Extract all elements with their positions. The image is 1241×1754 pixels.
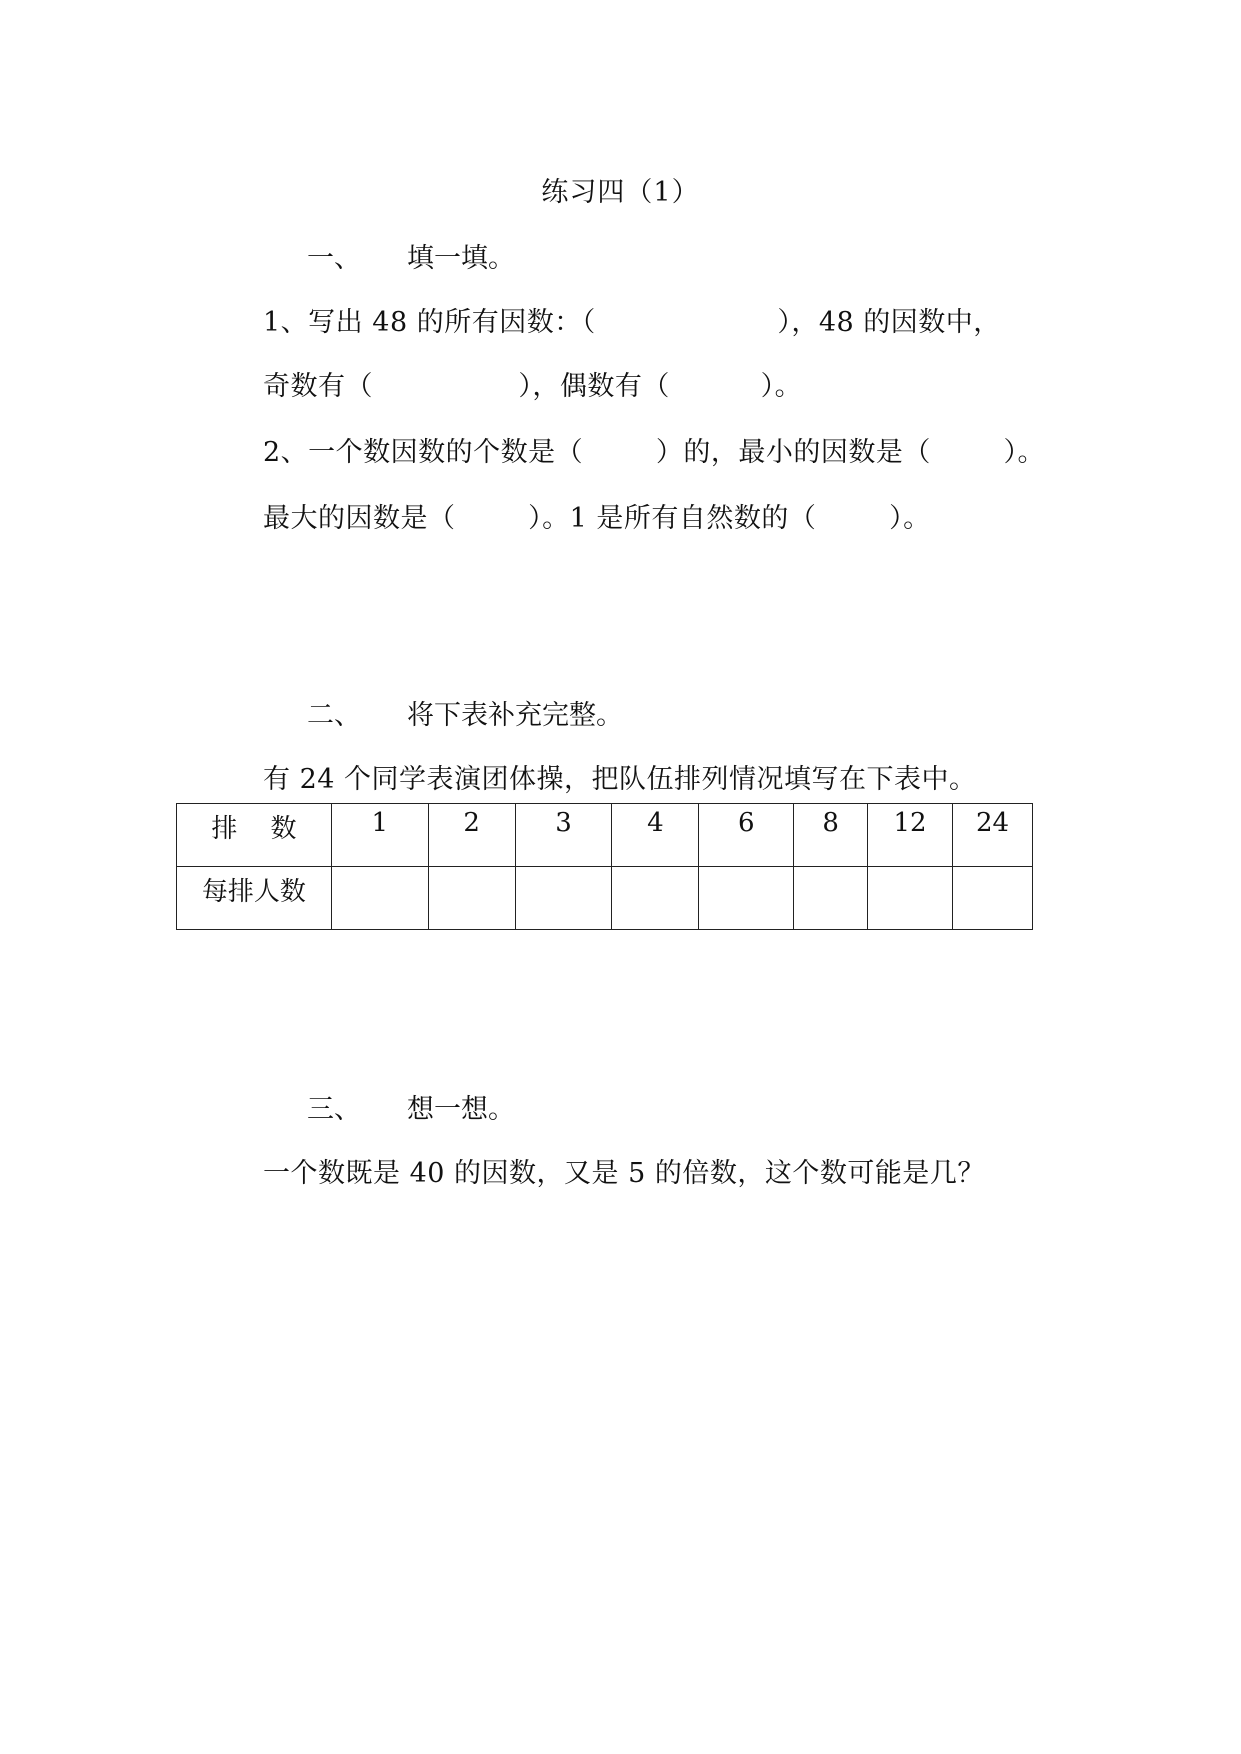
answer-cell[interactable] — [868, 867, 953, 930]
per-row-count-label: 每排人数 — [177, 867, 332, 930]
section-3-number: 三、 — [307, 1094, 361, 1125]
section-1-number: 一、 — [307, 243, 361, 274]
section-2-heading — [307, 693, 623, 732]
section-2-title: 将下表补充完整。 — [407, 700, 623, 731]
question-1-line-1: 1、写出 48 的所有因数：（ ），48 的因数中， — [263, 307, 1001, 338]
section-1-title: 填一填。 — [407, 243, 515, 274]
section-3-title: 想一想。 — [407, 1094, 515, 1125]
table-header-cell: 6 — [699, 804, 794, 867]
table-header-cell: 24 — [953, 804, 1033, 867]
answer-cell[interactable] — [612, 867, 699, 930]
table-row-rows — [177, 804, 1033, 867]
question-2-line-1: 2、一个数因数的个数是（ ）的，最小的因数是（ ）。 — [263, 437, 1045, 468]
section-3-question: 一个数既是 40 的因数，又是 5 的倍数，这个数可能是几？ — [263, 1158, 985, 1189]
question-2-line-2: 最大的因数是（ ）。1 是所有自然数的（ ）。 — [263, 503, 931, 534]
answer-cell[interactable] — [515, 867, 612, 930]
answer-cell[interactable] — [953, 867, 1033, 930]
arrangement-table — [176, 803, 1033, 930]
section-2-number: 二、 — [307, 700, 361, 731]
answer-cell[interactable] — [699, 867, 794, 930]
table-header-cell: 2 — [428, 804, 515, 867]
section-2-intro: 有 24 个同学表演团体操，把队伍排列情况填写在下表中。 — [263, 764, 977, 795]
table-header-cell: 12 — [868, 804, 953, 867]
table-header-cell: 8 — [794, 804, 868, 867]
section-3-heading — [307, 1087, 515, 1126]
row-count-label: 排 数 — [177, 804, 332, 867]
table-header-cell: 1 — [331, 804, 428, 867]
table-header-cell: 3 — [515, 804, 612, 867]
answer-cell[interactable] — [331, 867, 428, 930]
question-1-line-2: 奇数有（ ），偶数有（ ）。 — [263, 371, 803, 402]
table-header-cell: 4 — [612, 804, 699, 867]
section-1-heading — [307, 236, 515, 275]
page-title: 练习四（1） — [541, 177, 700, 208]
table-row-per-row — [177, 867, 1033, 930]
answer-cell[interactable] — [794, 867, 868, 930]
answer-cell[interactable] — [428, 867, 515, 930]
